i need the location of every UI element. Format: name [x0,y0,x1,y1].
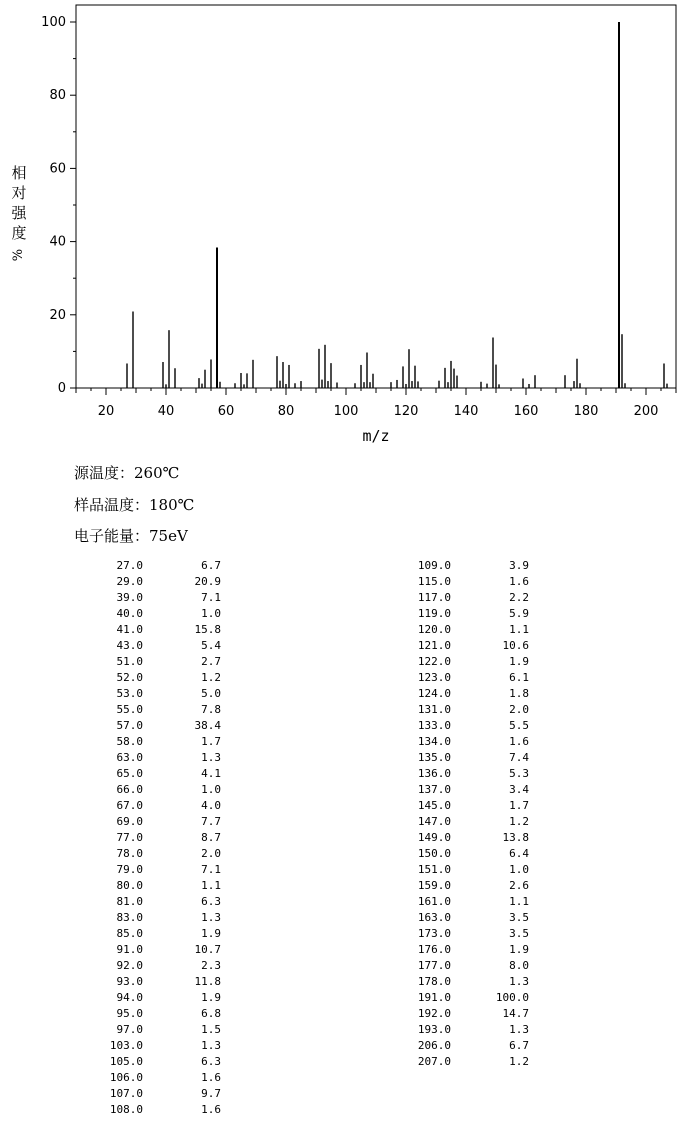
peak-table-left [98,558,221,1118]
peak-mz: 67.0 [116,799,143,812]
peak-table-row [406,894,529,910]
peak-abundance: 100.0 [495,991,529,1004]
peak-abundance: 5.0 [201,687,221,700]
peak-abundance: 8.0 [509,959,529,972]
peak-table-row [98,686,221,702]
peak-table-row [406,734,529,750]
peak-abundance: 1.7 [509,799,529,812]
y-tick-label: 0 [57,381,66,396]
peak-mz: 57.0 [116,719,143,732]
peak-table-row [98,926,221,942]
peak-mz: 63.0 [116,751,143,764]
peak-mz: 120.0 [417,623,451,636]
peak-abundance: 1.2 [509,1055,529,1068]
peak-mz: 79.0 [116,863,143,876]
peak-abundance: 1.3 [201,751,221,764]
peak-mz: 191.0 [417,991,451,1004]
peak-mz: 117.0 [417,591,451,604]
peak-abundance: 5.3 [509,767,529,780]
peak-abundance: 6.8 [201,1007,221,1020]
peak-abundance: 1.0 [509,863,529,876]
peak-table-row [98,1102,221,1118]
peak-abundance: 5.4 [201,639,221,652]
peak-mz: 51.0 [116,655,143,668]
peak-table-row [406,862,529,878]
y-axis-label-text [8,163,30,243]
peak-abundance: 8.7 [201,831,221,844]
peak-abundance: 7.4 [509,751,529,764]
peak-mz: 163.0 [417,911,451,924]
peak-table-row [406,702,529,718]
plot-frame [76,5,676,388]
peak-abundance: 2.0 [509,703,529,716]
peak-table-row [406,878,529,894]
x-tick-label: 100 [333,404,359,419]
y-axis-label-unit: % [11,248,26,262]
peak-abundance: 1.5 [201,1023,221,1036]
peak-table-row [98,718,221,734]
peak-table-row [98,558,221,574]
peak-mz: 177.0 [417,959,451,972]
peak-mz: 206.0 [417,1039,451,1052]
y-axis-label-char: 强 [11,204,27,222]
peak-table-row [98,958,221,974]
peak-table-row [98,638,221,654]
peak-mz: 192.0 [417,1007,451,1020]
peak-table-row [406,990,529,1006]
peak-mz: 85.0 [116,927,143,940]
peak-mz: 69.0 [116,815,143,828]
mass-spectrum-chart [0,0,680,450]
peak-abundance: 38.4 [194,719,221,732]
peak-table-row [406,1006,529,1022]
peak-mz: 161.0 [417,895,451,908]
peak-table-row [98,814,221,830]
peak-abundance: 3.4 [509,783,529,796]
peak-table-row [98,1022,221,1038]
peak-mz: 149.0 [417,831,451,844]
y-axis-label-char: 相 [11,164,27,182]
peak-mz: 159.0 [417,879,451,892]
x-tick-label: 140 [453,404,479,419]
peak-mz: 95.0 [116,1007,143,1020]
peak-abundance: 3.9 [509,559,529,572]
peak-mz: 77.0 [116,831,143,844]
peak-abundance: 1.6 [201,1103,221,1116]
peak-table-row [406,942,529,958]
peak-table-row [98,1086,221,1102]
peak-abundance: 4.1 [201,767,221,780]
peak-abundance: 1.3 [509,1023,529,1036]
y-tick-label: 40 [49,234,66,250]
x-tick-label: 60 [217,404,235,419]
peak-abundance: 10.6 [502,639,529,652]
peak-abundance: 1.1 [201,879,221,892]
peak-mz: 150.0 [417,847,451,860]
peak-mz: 27.0 [116,559,143,572]
peak-abundance: 13.8 [502,831,529,844]
peak-mz: 83.0 [116,911,143,924]
electron-energy: 电子能量：75eV [74,527,188,545]
x-tick-label: 180 [573,404,599,419]
peak-table-row [98,862,221,878]
x-axis [76,388,676,419]
y-axis [41,15,76,396]
peak-abundance: 4.0 [201,799,221,812]
y-tick-label: 60 [49,161,66,177]
peak-abundance: 11.8 [194,975,221,988]
peak-abundance: 10.7 [194,943,221,956]
peak-mz: 137.0 [417,783,451,796]
peak-mz: 40.0 [116,607,143,620]
peak-mz: 43.0 [116,639,143,652]
peak-abundance: 5.5 [509,719,529,732]
peak-table-row [406,926,529,942]
peak-table-row [98,910,221,926]
peak-table-row [406,590,529,606]
peak-table-row [98,942,221,958]
peak-abundance: 7.1 [201,591,221,604]
peak-mz: 145.0 [417,799,451,812]
peak-table-row [406,654,529,670]
peak-table-row [406,574,529,590]
peak-table-row [406,766,529,782]
peak-table-row [406,830,529,846]
peak-mz: 131.0 [417,703,451,716]
peak-table-row [98,622,221,638]
peak-mz: 124.0 [417,687,451,700]
peak-mz: 105.0 [109,1055,143,1068]
peak-abundance: 6.3 [201,895,221,908]
peak-mz: 135.0 [417,751,451,764]
peak-table-row [98,990,221,1006]
peak-abundance: 1.6 [509,575,529,588]
plot-border [76,5,676,388]
peak-mz: 151.0 [417,863,451,876]
peak-mz: 173.0 [417,927,451,940]
peak-abundance: 1.3 [201,1039,221,1052]
peak-table-row [406,606,529,622]
peak-abundance: 3.5 [509,927,529,940]
peak-abundance: 15.8 [194,623,221,636]
peak-abundance: 1.9 [201,991,221,1004]
peak-mz: 106.0 [109,1071,143,1084]
peak-abundance: 20.9 [194,575,221,588]
peak-abundance: 7.7 [201,815,221,828]
peak-mz: 108.0 [109,1103,143,1116]
peak-table-row [406,670,529,686]
y-axis-label [8,163,30,265]
peak-abundance: 2.6 [509,879,529,892]
peak-abundance: 6.7 [509,1039,529,1052]
peak-abundance: 1.9 [509,943,529,956]
peak-table-row [406,750,529,766]
peak-table-row [406,638,529,654]
peak-abundance: 1.0 [201,607,221,620]
peak-abundance: 1.1 [509,623,529,636]
peak-abundance: 1.3 [201,911,221,924]
x-tick-label: 200 [633,404,659,419]
y-tick-label: 80 [49,88,66,104]
peak-table-row [406,974,529,990]
peak-abundance: 2.7 [201,655,221,668]
peak-abundance: 1.3 [509,975,529,988]
peak-table-row [98,830,221,846]
peak-abundance: 6.4 [509,847,529,860]
x-tick-label: 80 [277,404,295,419]
peak-mz: 81.0 [116,895,143,908]
peak-abundance: 3.5 [509,911,529,924]
peak-mz: 93.0 [116,975,143,988]
peak-abundance: 1.7 [201,735,221,748]
peak-table-row [98,1006,221,1022]
peak-abundance: 2.0 [201,847,221,860]
peak-mz: 78.0 [116,847,143,860]
peak-table-row [98,750,221,766]
peak-table-row [98,1070,221,1086]
peak-table-row [98,590,221,606]
peak-abundance: 7.1 [201,863,221,876]
peak-abundance: 7.8 [201,703,221,716]
peak-mz: 122.0 [417,655,451,668]
peak-abundance: 1.9 [509,655,529,668]
peak-mz: 134.0 [417,735,451,748]
x-tick-label: 20 [97,404,115,419]
peak-table-row [406,718,529,734]
peak-abundance: 1.2 [201,671,221,684]
peak-table-row [406,558,529,574]
peak-table-row [406,910,529,926]
peak-table-row [406,846,529,862]
peak-mz: 133.0 [417,719,451,732]
peak-table-row [98,782,221,798]
sample-temperature: 样品温度：180℃ [74,496,195,514]
peak-mz: 97.0 [116,1023,143,1036]
peak-bars [127,22,667,388]
x-tick-label: 160 [513,404,539,419]
peak-abundance: 6.1 [509,671,529,684]
peak-table-row [98,702,221,718]
peak-table-row [98,734,221,750]
peak-abundance: 1.6 [201,1071,221,1084]
peak-mz: 94.0 [116,991,143,1004]
peak-table-row [98,846,221,862]
peak-mz: 119.0 [417,607,451,620]
peak-table-row [406,958,529,974]
peak-table-row [98,654,221,670]
peak-mz: 136.0 [417,767,451,780]
peak-abundance: 6.7 [201,559,221,572]
peak-table-row [406,814,529,830]
peak-mz: 207.0 [417,1055,451,1068]
peak-abundance: 5.9 [509,607,529,620]
peak-abundance: 14.7 [502,1007,529,1020]
y-axis-label-char: 度 [11,224,27,242]
peak-mz: 103.0 [109,1039,143,1052]
peak-abundance: 9.7 [201,1087,221,1100]
peak-mz: 52.0 [116,671,143,684]
peak-table-row [406,622,529,638]
peak-mz: 92.0 [116,959,143,972]
peak-table-row [98,1038,221,1054]
peak-table-row [406,1038,529,1054]
y-tick-label: 20 [49,307,66,323]
peak-mz: 65.0 [116,767,143,780]
peak-mz: 41.0 [116,623,143,636]
peak-table-row [98,574,221,590]
peak-table-row [406,1022,529,1038]
peak-mz: 58.0 [116,735,143,748]
peak-table-row [98,894,221,910]
peak-mz: 91.0 [116,943,143,956]
peak-mz: 176.0 [417,943,451,956]
peak-mz: 123.0 [417,671,451,684]
peak-table-row [406,782,529,798]
peak-table-row [406,798,529,814]
peak-mz: 121.0 [417,639,451,652]
peak-abundance: 1.0 [201,783,221,796]
peak-mz: 109.0 [417,559,451,572]
peak-abundance: 1.8 [509,687,529,700]
peak-mz: 53.0 [116,687,143,700]
peak-mz: 107.0 [109,1087,143,1100]
peak-table-row [98,798,221,814]
source-temperature: 源温度：260℃ [74,464,180,482]
peak-table-row [406,686,529,702]
peak-abundance: 1.9 [201,927,221,940]
peak-mz: 115.0 [417,575,451,588]
peak-table-row [98,606,221,622]
peak-mz: 178.0 [417,975,451,988]
peak-table-row [406,1054,529,1070]
y-axis-label-char: 对 [11,184,27,202]
x-tick-label: 120 [393,404,419,419]
peak-abundance: 1.2 [509,815,529,828]
peak-mz: 66.0 [116,783,143,796]
peak-mz: 39.0 [116,591,143,604]
peak-abundance: 1.1 [509,895,529,908]
x-tick-label: 40 [157,404,175,419]
peak-mz: 147.0 [417,815,451,828]
peak-table-row [98,1054,221,1070]
peak-mz: 55.0 [116,703,143,716]
peak-abundance: 2.3 [201,959,221,972]
peak-abundance: 1.6 [509,735,529,748]
peak-mz: 29.0 [116,575,143,588]
peak-abundance: 6.3 [201,1055,221,1068]
peak-mz: 193.0 [417,1023,451,1036]
peak-abundance: 2.2 [509,591,529,604]
peak-table-row [98,878,221,894]
peak-table-row [98,974,221,990]
peak-table-row [98,670,221,686]
peak-mz: 80.0 [116,879,143,892]
y-tick-label: 100 [41,15,66,30]
x-axis-label: m/z [362,427,390,445]
peak-table-right [406,558,529,1070]
peak-table-row [98,766,221,782]
